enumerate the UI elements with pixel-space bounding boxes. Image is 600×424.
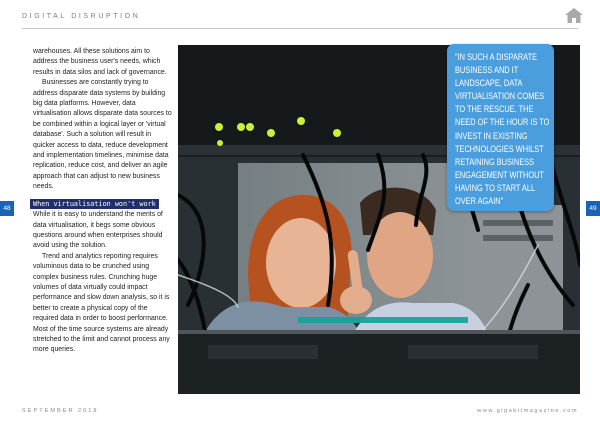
article-paragraph: Businesses are constantly trying to address disparate data systems by building big data platforms. However, data virtualisation allows disparate data sources to be combined within a logical layer or 'virtual database'. Such a solution will result in quicker access to data, reduce development and implementation timelines, minimise data replication, reduce cost, and deliver an agile approach that can adjust to new business needs. <box>33 79 172 191</box>
article-column <box>33 47 173 356</box>
page-number-right: 49 <box>586 201 600 216</box>
header-divider <box>22 28 578 29</box>
article-paragraph: Trend and analytics reporting requires voluminous data to be crunched using complex business rules. Crunching huge volumes of data virtually could impact performance and slow down analysis, so it is better to create a physical copy of the required data in order to boost performance. Most of the time source systems are already stretched to the limit and cannot process any more queries. <box>33 252 170 354</box>
pull-quote <box>447 44 554 211</box>
article-paragraph: While it is easy to understand the merits of data virtualisation, it begs some obvious questions around when enterprises should avoid using the solution. <box>33 211 163 250</box>
section-subheading: When virtualisation won't work <box>30 199 159 209</box>
page-number-left: 48 <box>0 201 14 216</box>
article-paragraph: warehouses. All these solutions aim to address the business user's needs, which results in data silos and lack of governance. <box>33 48 167 76</box>
footer-url[interactable]: www.gigabitmagazine.com <box>477 408 578 414</box>
pull-quote-text: "IN SUCH A DISPARATE BUSINESS AND IT LANDSCAPE, DATA VIRTUALISATION COMES TO THE RESCUE. THE NEED OF THE HOUR IS TO INVEST IN EXISTING TECHNOLOGIES WHILST RETAINING BUSINESS ENGAGEMENT WITHOUT HAVING TO START ALL OVER AGAIN" <box>455 52 550 207</box>
footer-date: SEPTEMBER 2018 <box>22 408 99 414</box>
home-icon[interactable] <box>565 8 583 23</box>
section-label: DIGITAL DISRUPTION <box>22 13 141 20</box>
